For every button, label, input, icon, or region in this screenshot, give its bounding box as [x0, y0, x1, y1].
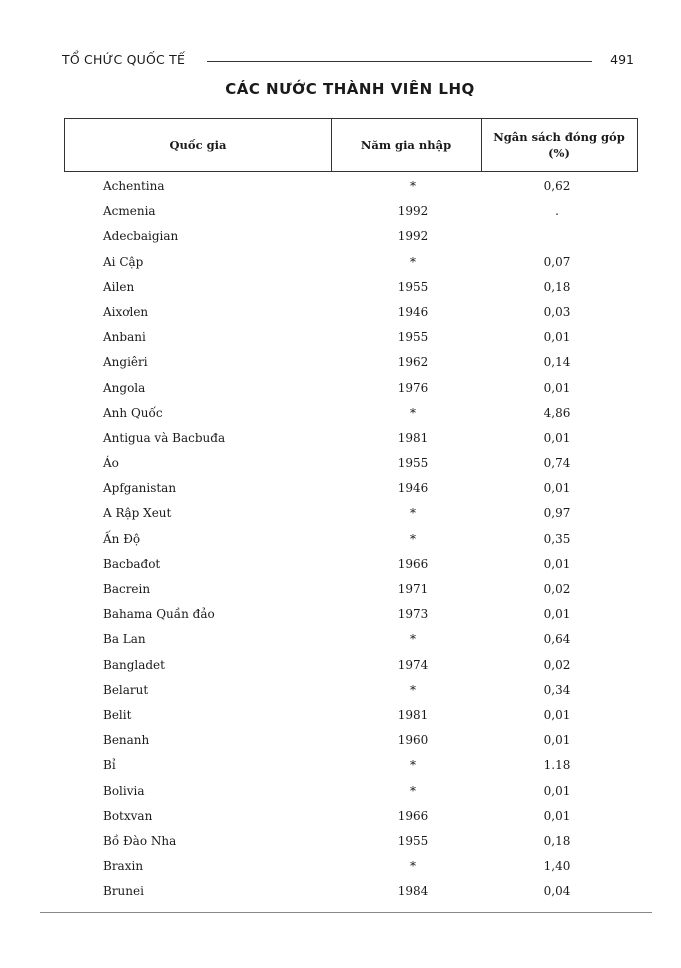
table-row [0, 352, 681, 377]
country-cell: Bolivia [103, 783, 145, 798]
country-cell: Ailen [103, 279, 135, 294]
country-cell: A Rập Xeut [103, 506, 172, 521]
budget-share-cell: 0,01 [543, 330, 571, 345]
country-cell: Aixơlen [103, 304, 149, 319]
country-cell: Botxvan [103, 808, 153, 823]
budget-share-cell: 0,02 [543, 582, 571, 596]
country-cell: Antigua và Bacbuđa [103, 430, 226, 445]
country-cell: Benanh [103, 733, 150, 748]
country-cell: Achentina [103, 179, 165, 193]
table-row [0, 478, 681, 503]
column-header-budget-line1: Ngân sách đóng góp [493, 130, 625, 144]
year-cell: * [410, 405, 416, 420]
table-row [0, 378, 681, 403]
country-cell: Áo [103, 456, 119, 471]
country-cell: Bacrein [103, 582, 151, 596]
budget-share-cell: 0,03 [543, 304, 571, 319]
budget-share-cell: 0,01 [543, 380, 571, 395]
page-number: 491 [610, 52, 634, 67]
country-cell: Bahama Quần đảo [103, 607, 215, 622]
table-row [0, 453, 681, 478]
country-cell: Bồ Đào Nha [103, 833, 177, 848]
year-cell: 1966 [397, 808, 429, 823]
year-cell: 1955 [397, 279, 429, 294]
country-cell: Bỉ [103, 758, 116, 773]
year-cell: 1974 [397, 657, 429, 672]
budget-share-cell: 0,01 [543, 808, 571, 823]
year-cell: 1971 [397, 582, 429, 596]
year-cell: 1946 [397, 304, 429, 319]
year-cell: 1976 [397, 380, 429, 395]
table-row [0, 554, 681, 579]
budget-share-cell: 0,62 [543, 179, 571, 193]
year-cell: 1955 [397, 330, 429, 345]
year-cell: 1966 [397, 556, 429, 571]
year-cell: * [410, 254, 416, 269]
table-row [0, 529, 681, 554]
column-header-country: Quốc gia [65, 119, 332, 171]
budget-share-cell: 1.18 [543, 758, 571, 773]
table-row [0, 277, 681, 302]
budget-share-cell: 0,07 [543, 254, 571, 269]
table-row [0, 856, 681, 881]
table-row [0, 831, 681, 856]
table-row [0, 730, 681, 755]
table-row [0, 680, 681, 705]
budget-share-cell: 0,01 [543, 556, 571, 571]
year-cell: 1955 [397, 833, 429, 848]
budget-share-cell: 0,01 [543, 481, 571, 496]
section-title: TỔ CHỨC QUỐC TẾ [62, 52, 186, 67]
bottom-rule [40, 912, 652, 913]
table-row [0, 226, 681, 251]
year-cell: 1984 [397, 884, 429, 899]
budget-share-cell: 0,18 [543, 279, 571, 294]
country-cell: Ấn Độ [103, 531, 141, 546]
table-row [0, 252, 681, 277]
country-cell: Adecbaigian [103, 229, 179, 244]
year-cell: 1960 [397, 733, 429, 748]
budget-share-cell: 0,14 [543, 355, 571, 370]
country-cell: Brunei [103, 884, 144, 899]
budget-share-cell: 4,86 [543, 405, 571, 420]
table-row [0, 604, 681, 629]
member-table-body [0, 176, 681, 906]
running-header [62, 52, 634, 72]
budget-share-cell: 0,01 [543, 707, 571, 722]
budget-share-cell: . [555, 204, 559, 219]
table-row [0, 579, 681, 604]
year-cell: * [410, 682, 416, 697]
year-cell: * [410, 632, 416, 647]
year-cell: 1992 [397, 204, 429, 219]
budget-share-cell: 0,01 [543, 430, 571, 445]
header-rule [207, 61, 592, 62]
table-row [0, 302, 681, 327]
table-row [0, 503, 681, 528]
budget-share-cell: 0,34 [543, 682, 571, 697]
country-cell: Ai Cập [103, 254, 144, 269]
year-cell: 1955 [397, 456, 429, 471]
column-header-year: Năm gia nhập [331, 119, 482, 171]
table-row [0, 755, 681, 780]
country-cell: Acmenia [103, 204, 156, 219]
year-cell: 1992 [397, 229, 429, 244]
table-row [0, 806, 681, 831]
year-cell: * [410, 179, 416, 193]
column-header-budget [481, 119, 637, 171]
country-cell: Belit [103, 707, 132, 722]
year-cell: * [410, 506, 416, 521]
year-cell: * [410, 783, 416, 798]
budget-share-cell: 0,01 [543, 607, 571, 622]
table-row [0, 201, 681, 226]
year-cell: * [410, 758, 416, 773]
country-cell: Angiêri [103, 355, 148, 370]
year-cell: 1981 [397, 707, 429, 722]
page-title: CÁC NƯỚC THÀNH VIÊN LHQ [225, 80, 475, 98]
table-row [0, 428, 681, 453]
table-row [0, 781, 681, 806]
year-cell: 1962 [397, 355, 429, 370]
country-cell: Anh Quốc [103, 405, 163, 420]
country-cell: Angola [103, 380, 146, 395]
budget-share-cell: 0,74 [543, 456, 571, 471]
budget-share-cell: 0,01 [543, 733, 571, 748]
budget-share-cell: 0,02 [543, 657, 571, 672]
table-row [0, 705, 681, 730]
table-row [0, 881, 681, 906]
table-row [0, 403, 681, 428]
budget-share-cell: 0,01 [543, 783, 571, 798]
year-cell: * [410, 531, 416, 546]
year-cell: * [410, 859, 416, 874]
year-cell: 1973 [397, 607, 429, 622]
country-cell: Bangladet [103, 657, 165, 672]
country-cell: Apfganistan [103, 481, 177, 496]
table-header [64, 118, 638, 172]
country-cell: Braxin [103, 859, 144, 874]
column-header-budget-line2: (%) [548, 146, 570, 160]
country-cell: Bacbađot [103, 556, 161, 571]
country-cell: Belarut [103, 682, 149, 697]
year-cell: 1946 [397, 481, 429, 496]
table-row [0, 327, 681, 352]
table-row [0, 176, 681, 201]
table-row [0, 629, 681, 654]
table-row [0, 655, 681, 680]
country-cell: Anbani [103, 330, 146, 345]
budget-share-cell: 0,64 [543, 632, 571, 647]
budget-share-cell: 0,04 [543, 884, 571, 899]
budget-share-cell: 0,97 [543, 506, 571, 521]
country-cell: Ba Lan [103, 632, 146, 647]
budget-share-cell: 0,35 [543, 531, 571, 546]
budget-share-cell: 0,18 [543, 833, 571, 848]
year-cell: 1981 [397, 430, 429, 445]
budget-share-cell: 1,40 [543, 859, 571, 874]
